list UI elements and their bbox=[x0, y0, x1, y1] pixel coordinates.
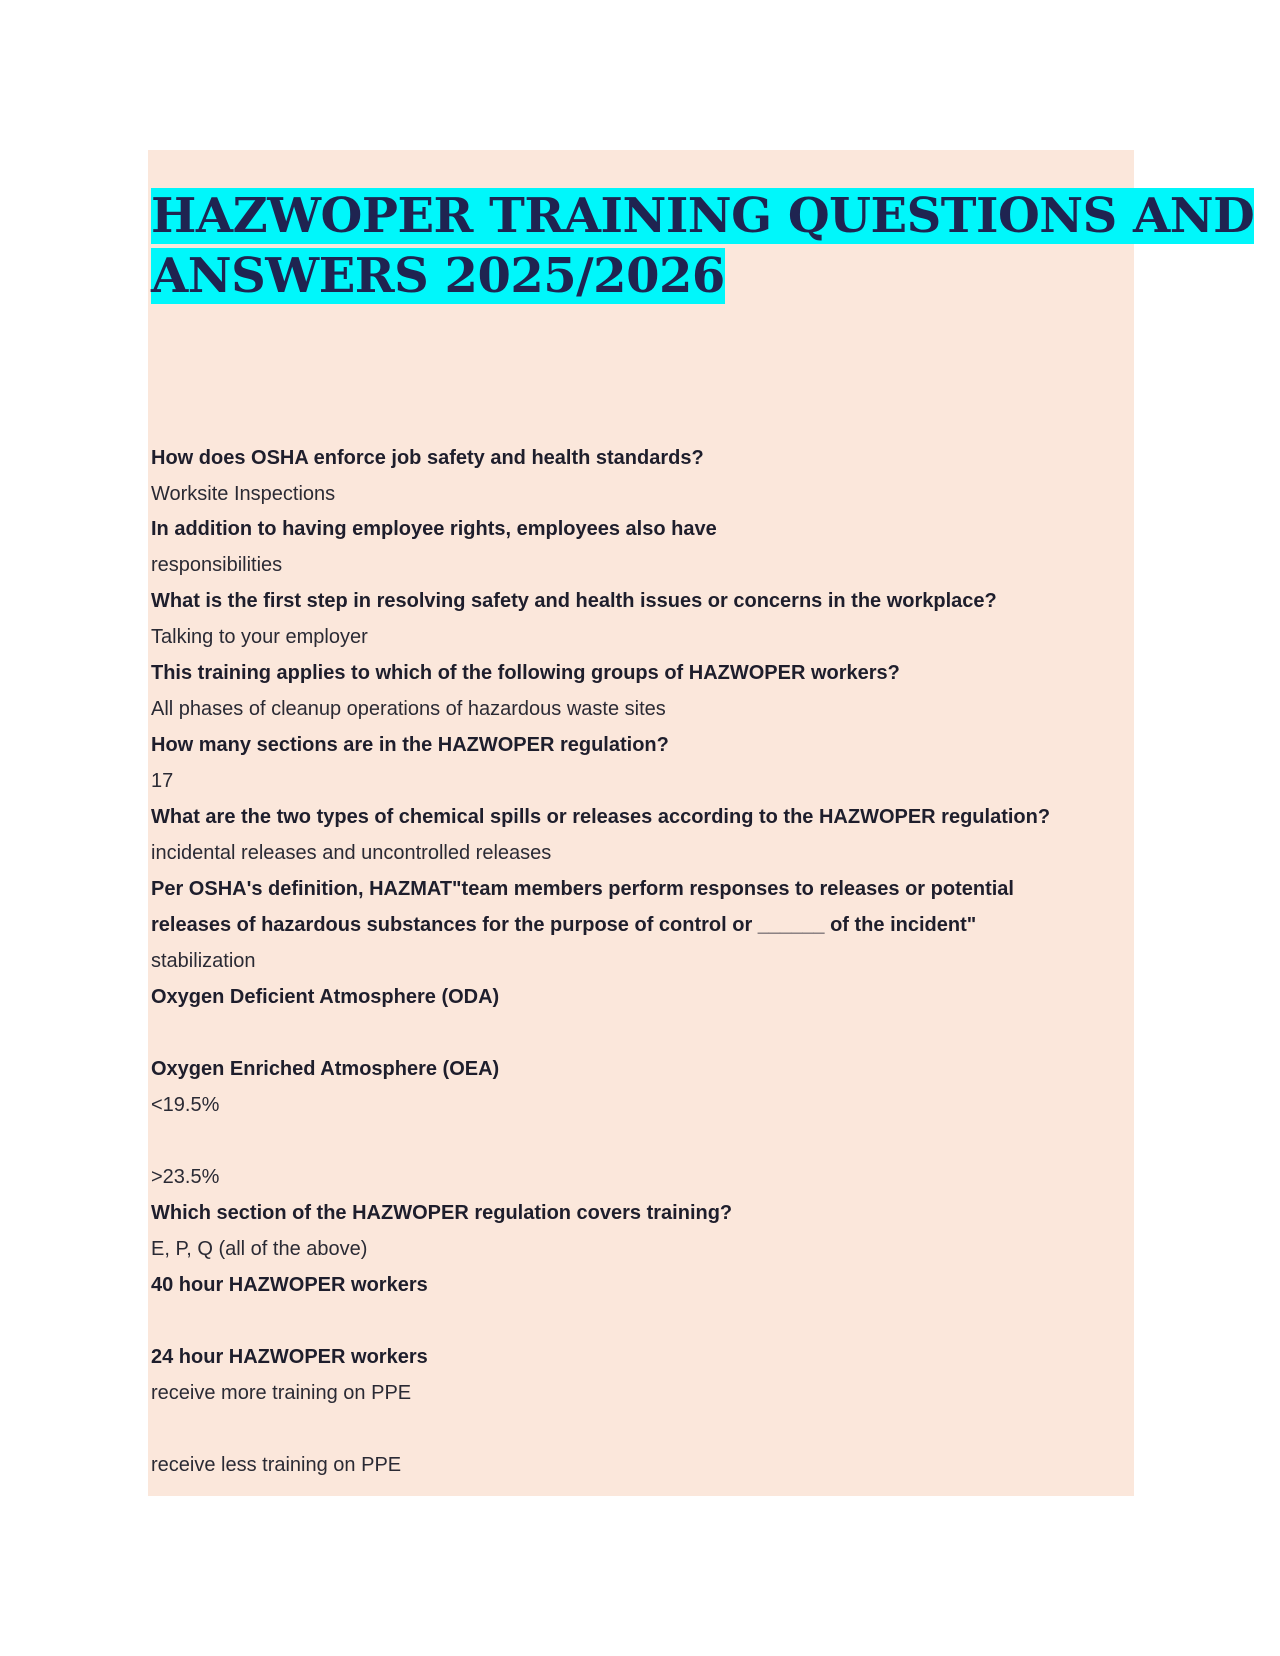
question-4: This training applies to which of the following groups of HAZWOPER workers? bbox=[151, 662, 900, 684]
answer-6: incidental releases and uncontrolled releases bbox=[151, 842, 552, 864]
question-8-line-1: Oxygen Deficient Atmosphere (ODA) bbox=[151, 986, 500, 1008]
question-9: Which section of the HAZWOPER regulation covers training? bbox=[151, 1202, 733, 1224]
question-10-line-2: 24 hour HAZWOPER workers bbox=[151, 1346, 428, 1368]
question-1: How does OSHA enforce job safety and health standards? bbox=[151, 447, 704, 469]
answer-8-line-1: <19.5% bbox=[151, 1094, 220, 1116]
answer-8-line-2: >23.5% bbox=[151, 1166, 220, 1188]
question-10-line-1: 40 hour HAZWOPER workers bbox=[151, 1274, 428, 1296]
question-7-line-2: releases of hazardous substances for the purpose of control or ______ of the incident" bbox=[151, 914, 977, 936]
question-2: In addition to having employee rights, employees also have bbox=[151, 518, 717, 540]
answer-2: responsibilities bbox=[151, 554, 283, 576]
answer-3: Talking to your employer bbox=[151, 626, 368, 648]
answer-5: 17 bbox=[151, 770, 174, 792]
answer-4: All phases of cleanup operations of hazardous waste sites bbox=[151, 698, 666, 720]
answer-9: E, P, Q (all of the above) bbox=[151, 1238, 368, 1260]
question-6: What are the two types of chemical spills or releases according to the HAZWOPER regulation? bbox=[151, 806, 1051, 828]
title-line-2: ANSWERS 2025/2026 bbox=[151, 248, 725, 304]
title-line-1: HAZWOPER TRAINING QUESTIONS AND bbox=[151, 188, 1255, 244]
question-8-line-2: Oxygen Enriched Atmosphere (OEA) bbox=[151, 1058, 500, 1080]
question-3: What is the first step in resolving safety and health issues or concerns in the workplace? bbox=[151, 590, 997, 612]
answer-10-line-1: receive more training on PPE bbox=[151, 1382, 412, 1404]
answer-7: stabilization bbox=[151, 950, 256, 972]
question-5: How many sections are in the HAZWOPER regulation? bbox=[151, 734, 669, 756]
answer-10-line-2: receive less training on PPE bbox=[151, 1454, 402, 1476]
answer-1: Worksite Inspections bbox=[151, 483, 336, 505]
document-title bbox=[151, 186, 1254, 306]
question-7-line-1: Per OSHA's definition, HAZMAT"team members perform responses to releases or potential bbox=[151, 878, 1014, 900]
